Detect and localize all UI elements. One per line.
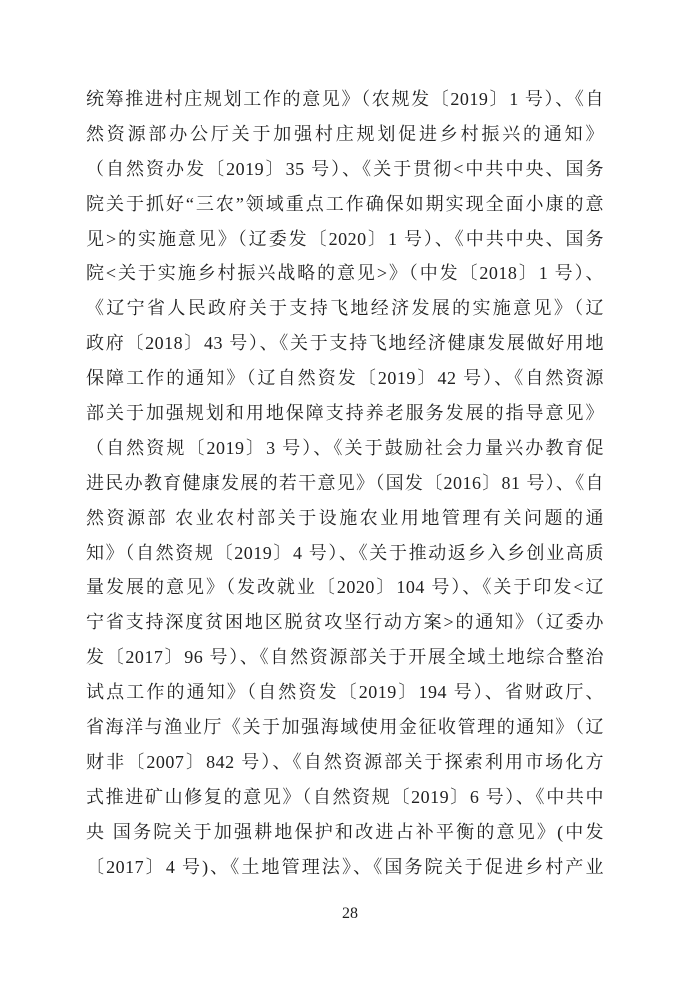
text-line: （自然资办发〔2019〕35 号）、《关于贯彻<中共中央、国务 bbox=[86, 158, 604, 179]
text-line: 院<关于实施乡村振兴战略的意见>》（中发〔2018〕1 号）、 bbox=[86, 263, 604, 284]
text-line: 然资源部办公厅关于加强村庄规划促进乡村振兴的通知》 bbox=[86, 123, 604, 144]
text-line: 《辽宁省人民政府关于支持飞地经济发展的实施意见》（辽 bbox=[86, 298, 604, 319]
text-line: 央 国务院关于加强耕地保护和改进占补平衡的意见》(中发 bbox=[86, 821, 604, 842]
text-line: 政府〔2018〕43 号）、《关于支持飞地经济健康发展做好用地 bbox=[86, 333, 604, 354]
text-line: 试点工作的通知》（自然资发〔2019〕194 号）、省财政厅、 bbox=[86, 682, 604, 703]
text-line: 见>的实施意见》（辽委发〔2020〕1 号）、《中共中央、国务 bbox=[86, 228, 604, 249]
text-line: 式推进矿山修复的意见》（自然资规〔2019〕6 号）、《中共中 bbox=[86, 786, 604, 807]
text-line: 发〔2017〕96 号）、《自然资源部关于开展全域土地综合整治 bbox=[86, 647, 604, 668]
text-line: 财非〔2007〕842 号）、《自然资源部关于探索利用市场化方 bbox=[86, 751, 604, 772]
text-line: 省海洋与渔业厅《关于加强海域使用金征收管理的通知》（辽 bbox=[86, 717, 604, 738]
text-line: 进民办教育健康发展的若干意见》（国发〔2016〕81 号）、《自 bbox=[86, 472, 604, 493]
text-line: 〔2017〕4 号)、《土地管理法》、《国务院关于促进乡村产业 bbox=[86, 856, 604, 877]
text-line: 部关于加强规划和用地保障支持养老服务发展的指导意见》 bbox=[86, 403, 604, 424]
document-body bbox=[86, 82, 604, 884]
text-line: 量发展的意见》（发改就业〔2020〕104 号）、《关于印发<辽 bbox=[86, 577, 604, 598]
text-line: 宁省支持深度贫困地区脱贫攻坚行动方案>的通知》（辽委办 bbox=[86, 612, 604, 633]
text-line: 统筹推进村庄规划工作的意见》（农规发〔2019〕1 号）、《自 bbox=[86, 89, 604, 109]
text-line: （自然资规〔2019〕3 号）、《关于鼓励社会力量兴办教育促 bbox=[86, 437, 604, 458]
text-line: 院关于抓好“三农”领域重点工作确保如期实现全面小康的意 bbox=[86, 193, 604, 214]
text-line: 知》（自然资规〔2019〕4 号）、《关于推动返乡入乡创业高质 bbox=[86, 542, 604, 563]
text-line: 然资源部 农业农村部关于设施农业用地管理有关问题的通 bbox=[86, 507, 604, 528]
text-line: 保障工作的通知》（辽自然资发〔2019〕42 号）、《自然资源 bbox=[86, 368, 604, 389]
page-number: 28 bbox=[342, 905, 358, 922]
